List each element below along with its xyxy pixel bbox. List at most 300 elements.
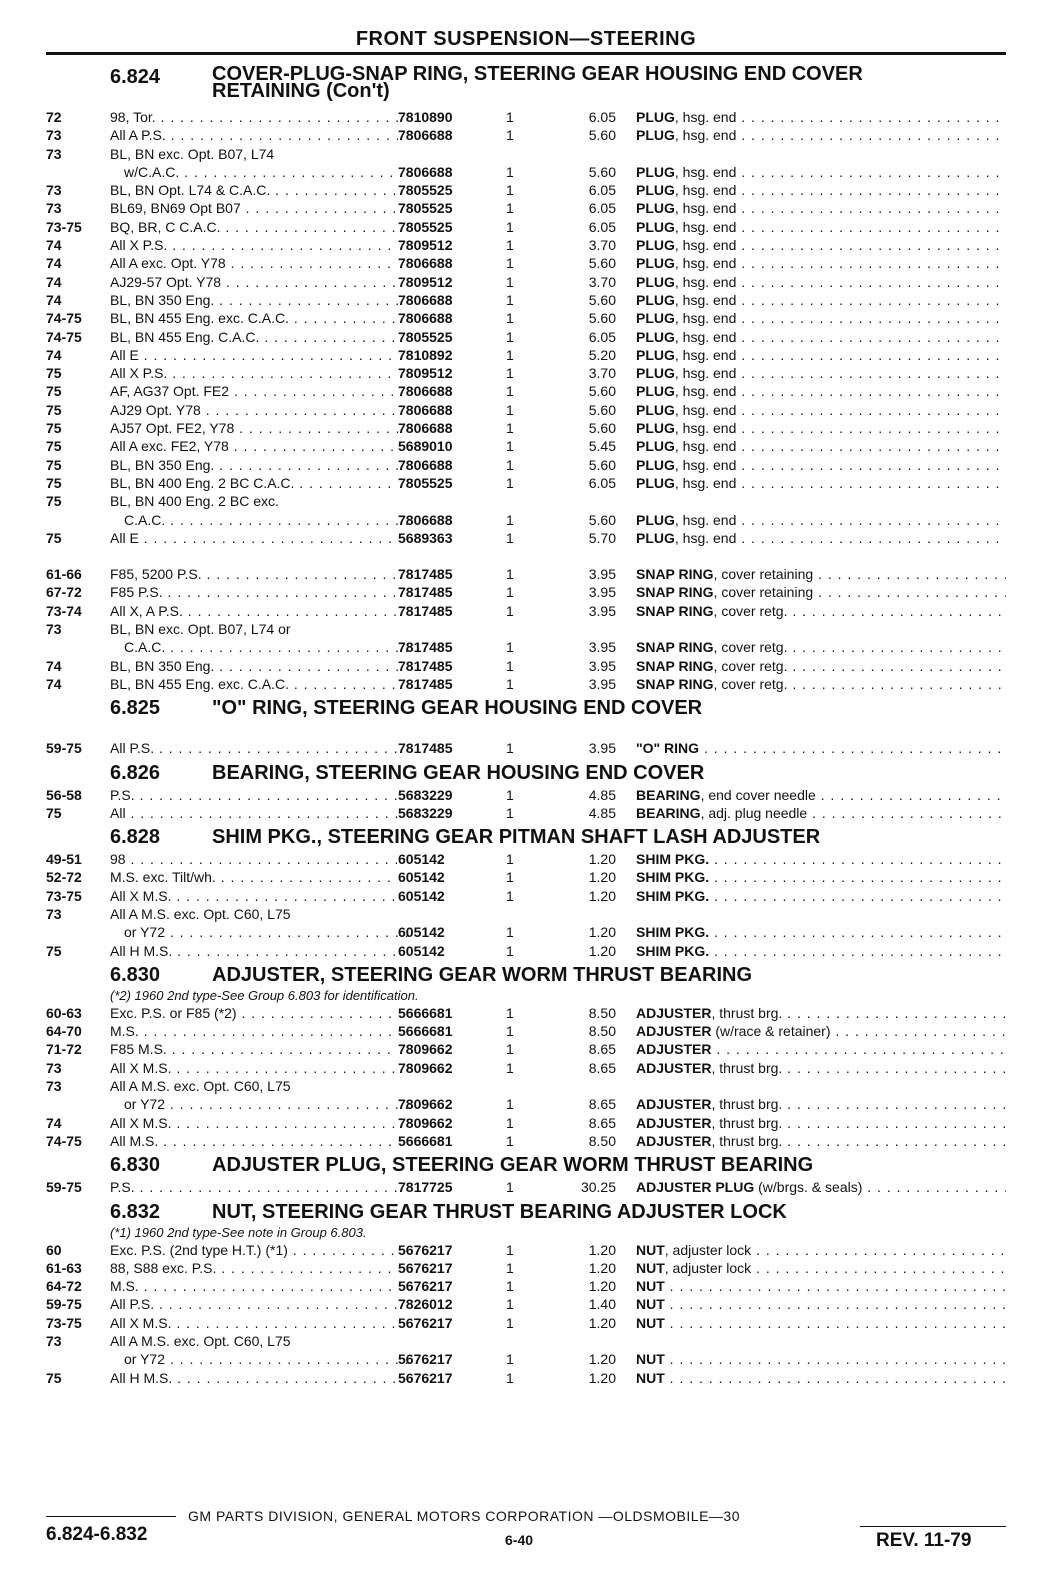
parts-row: [46, 657, 1006, 675]
price: 3.95: [588, 740, 616, 757]
price: 3.95: [588, 639, 616, 656]
application: All M.S. . . .: [110, 1132, 398, 1150]
quantity: 1: [506, 456, 514, 473]
application: AJ29-57 Opt. Y78 . . .: [110, 273, 398, 291]
parts-row: [46, 346, 1006, 364]
price: 5.60: [588, 511, 616, 528]
part-name: PLUG: [636, 456, 675, 473]
model-year: 73-75: [46, 887, 82, 904]
part-description: [636, 1277, 1006, 1295]
part-name: PLUG: [636, 438, 675, 455]
quantity: 1: [506, 182, 514, 199]
part-description: [636, 638, 1006, 656]
part-description: [636, 1178, 1006, 1196]
part-name: ADJUSTER: [636, 1114, 712, 1131]
part-name: "O" RING: [636, 740, 700, 757]
model-year: 74: [46, 273, 62, 290]
model-year: 61-66: [46, 566, 82, 583]
part-description: [636, 1241, 1006, 1259]
part-description: [636, 1350, 1006, 1368]
part-number: 7805525: [398, 182, 453, 199]
part-detail: , cover retg.: [713, 639, 788, 656]
model-year: 59-75: [46, 740, 82, 757]
model-year: 73-75: [46, 218, 82, 235]
part-number: 7817485: [398, 657, 453, 674]
model-year: 74: [46, 237, 62, 254]
page-header: FRONT SUSPENSION—STEERING: [355, 28, 697, 50]
parts-row: [46, 1095, 1006, 1113]
application: P.S. . . .: [110, 786, 398, 804]
model-year: 74-75: [46, 328, 82, 345]
application: BL, BN 400 Eng. 2 BC exc.: [110, 493, 279, 510]
part-number: 5676217: [398, 1351, 453, 1368]
parts-row: [46, 108, 1006, 126]
parts-row: [46, 474, 1006, 492]
model-year: 74: [46, 657, 62, 674]
quantity: 1: [506, 1296, 514, 1313]
application: All X M.S. . . .: [110, 1059, 398, 1077]
section-heading: [46, 693, 1006, 721]
part-number: 605142: [398, 869, 445, 886]
application: w/C.A.C. . . .: [110, 163, 412, 181]
footer-rule-right: [860, 1526, 1006, 1527]
section-note: (*1) 1960 2nd type-See note in Group 6.803.: [110, 1224, 367, 1240]
quantity: 1: [506, 1179, 514, 1196]
part-number: 7809512: [398, 365, 453, 382]
model-year: 60: [46, 1241, 62, 1258]
section-title: "O" RING, STEERING GEAR HOUSING END COVER: [212, 697, 703, 720]
part-description: [636, 382, 1006, 400]
part-name: SNAP RING: [636, 602, 714, 619]
model-year: 73: [46, 1078, 62, 1095]
price: 1.20: [588, 1314, 616, 1331]
price: 1.20: [588, 851, 616, 868]
part-number: 7805525: [398, 474, 453, 491]
price: 3.95: [588, 584, 616, 601]
application: All A M.S. exc. Opt. C60, L75: [110, 1078, 291, 1095]
price: 6.05: [588, 328, 616, 345]
quantity: 1: [506, 291, 514, 308]
model-year: 59-75: [46, 1179, 82, 1196]
part-description: [636, 108, 1006, 126]
part-description: [636, 1095, 1006, 1113]
price: 1.40: [588, 1296, 616, 1313]
price: 5.60: [588, 255, 616, 272]
application: AF, AG37 Opt. FE2 . . .: [110, 382, 398, 400]
model-year: 73: [46, 200, 62, 217]
application: Exc. P.S. or F85 (*2) . . .: [110, 1004, 398, 1022]
part-number: 7817725: [398, 1179, 453, 1196]
application: F85 P.S. . . .: [110, 583, 398, 601]
application: F85 M.S. . . .: [110, 1040, 398, 1058]
part-detail: , hsg. end: [674, 310, 737, 327]
quantity: 1: [506, 346, 514, 363]
part-number: 7806688: [398, 255, 453, 272]
section-heading: [46, 758, 1006, 786]
part-name: PLUG: [636, 127, 675, 144]
model-year: 73: [46, 1059, 62, 1076]
part-number: 5666681: [398, 1023, 453, 1040]
part-number: 5689363: [398, 529, 453, 546]
application: BL, BN 455 Eng. exc. C.A.C. . . .: [110, 309, 398, 327]
model-year: 73: [46, 621, 62, 638]
part-detail: , hsg. end: [674, 365, 737, 382]
part-description: [636, 346, 1006, 364]
part-description: [636, 657, 1006, 675]
part-name: ADJUSTER PLUG: [636, 1179, 755, 1196]
part-description: [636, 583, 1006, 601]
part-description: [636, 364, 1006, 382]
part-name: ADJUSTER: [636, 1041, 712, 1058]
quantity: 1: [506, 163, 514, 180]
part-description: [636, 786, 1006, 804]
parts-row: [46, 382, 1006, 400]
parts-row: [46, 529, 1006, 547]
part-name: ADJUSTER: [636, 1004, 712, 1021]
part-number: 7806688: [398, 127, 453, 144]
parts-row: [46, 602, 1006, 620]
part-name: NUT: [636, 1314, 665, 1331]
part-detail: , adjuster lock: [664, 1259, 752, 1276]
model-year: 75: [46, 383, 62, 400]
application: All A exc. Opt. Y78 . . .: [110, 254, 398, 272]
parts-row: [46, 492, 1006, 510]
price: 6.05: [588, 182, 616, 199]
price: 5.20: [588, 346, 616, 363]
part-detail: , hsg. end: [674, 163, 737, 180]
part-detail: , cover retaining: [713, 584, 814, 601]
part-detail: , thrust brg.: [711, 1059, 783, 1076]
application: All X, A P.S. . . .: [110, 602, 398, 620]
model-year: 61-63: [46, 1259, 82, 1276]
parts-row: [46, 181, 1006, 199]
part-description: [636, 401, 1006, 419]
quantity: 1: [506, 218, 514, 235]
part-detail: , hsg. end: [674, 383, 737, 400]
parts-row: [46, 1059, 1006, 1077]
quantity: 1: [506, 511, 514, 528]
part-number: 5666681: [398, 1132, 453, 1149]
parts-row: [46, 1369, 1006, 1387]
part-name: BEARING: [636, 786, 701, 803]
section-heading: [46, 960, 1006, 988]
part-description: [636, 1059, 1006, 1077]
part-description: [636, 163, 1006, 181]
application: All X M.S. . . .: [110, 1114, 398, 1132]
part-number: 7809512: [398, 273, 453, 290]
part-number: 5683229: [398, 786, 453, 803]
price: 1.20: [588, 942, 616, 959]
part-number: 5676217: [398, 1369, 453, 1386]
model-year: 74: [46, 255, 62, 272]
price: 6.05: [588, 109, 616, 125]
part-description: [636, 739, 1006, 757]
part-number: 7809662: [398, 1059, 453, 1076]
parts-row: [46, 145, 1006, 163]
parts-row: [46, 126, 1006, 144]
parts-row: [46, 850, 1006, 868]
part-name: PLUG: [636, 420, 675, 437]
application: All A M.S. exc. Opt. C60, L75: [110, 905, 291, 922]
model-year: 73: [46, 1333, 62, 1350]
part-description: [636, 456, 1006, 474]
part-number: 7817485: [398, 675, 453, 692]
section-number: 6.828: [110, 826, 161, 849]
part-number: 605142: [398, 924, 445, 941]
application: BL, BN exc. Opt. B07, L74: [110, 145, 275, 162]
model-year: 75: [46, 420, 62, 437]
price: 3.95: [588, 675, 616, 692]
section-title: BEARING, STEERING GEAR HOUSING END COVER: [212, 761, 705, 784]
quantity: 1: [506, 1369, 514, 1386]
part-number: 7806688: [398, 310, 453, 327]
part-detail: , hsg. end: [674, 182, 737, 199]
quantity: 1: [506, 1114, 514, 1131]
part-detail: , cover retg.: [713, 675, 788, 692]
parts-row: [46, 511, 1006, 529]
part-name: PLUG: [636, 218, 675, 235]
part-name: PLUG: [636, 237, 675, 254]
application: All A exc. FE2, Y78 . . .: [110, 437, 398, 455]
part-name: SHIM PKG.: [636, 887, 710, 904]
part-name: NUT: [636, 1351, 665, 1368]
model-year: 64-72: [46, 1278, 82, 1295]
part-description: [636, 419, 1006, 437]
application: AJ29 Opt. Y78 . . .: [110, 401, 398, 419]
part-name: NUT: [636, 1241, 665, 1258]
part-description: [636, 602, 1006, 620]
parts-row: [46, 291, 1006, 309]
price: 3.95: [588, 566, 616, 583]
model-year: 67-72: [46, 584, 82, 601]
price: 8.50: [588, 1023, 616, 1040]
part-description: [636, 942, 1006, 960]
model-year: 75: [46, 365, 62, 382]
parts-row: [46, 1332, 1006, 1350]
quantity: 1: [506, 924, 514, 941]
section-number: 6.826: [110, 761, 161, 784]
application: C.A.C. . . .: [110, 511, 412, 529]
quantity: 1: [506, 786, 514, 803]
part-detail: , hsg. end: [674, 420, 737, 437]
model-year: 73-74: [46, 602, 82, 619]
part-number: 7806688: [398, 163, 453, 180]
part-description: [636, 1314, 1006, 1332]
application: M.S. exc. Tilt/wh. . . .: [110, 868, 398, 886]
model-year: 64-70: [46, 1023, 82, 1040]
model-year: 74-75: [46, 1132, 82, 1149]
price: 8.50: [588, 1004, 616, 1021]
parts-row: [46, 583, 1006, 601]
part-number: 7806688: [398, 401, 453, 418]
quantity: 1: [506, 127, 514, 144]
part-description: [636, 565, 1006, 583]
model-year: 74: [46, 675, 62, 692]
model-year: 73: [46, 182, 62, 199]
quantity: 1: [506, 310, 514, 327]
application: All . . .: [110, 804, 398, 822]
price: 5.60: [588, 291, 616, 308]
parts-row: [46, 1314, 1006, 1332]
model-year: 73-75: [46, 1314, 82, 1331]
parts-row: [46, 236, 1006, 254]
part-name: SNAP RING: [636, 657, 714, 674]
price: 8.50: [588, 1132, 616, 1149]
price: 3.70: [588, 237, 616, 254]
price: 8.65: [588, 1114, 616, 1131]
part-detail: , adjuster lock: [664, 1241, 752, 1258]
footer-rule-left: [46, 1516, 176, 1517]
part-name: PLUG: [636, 182, 675, 199]
application: All A M.S. exc. Opt. C60, L75: [110, 1333, 291, 1350]
part-description: [636, 309, 1006, 327]
quantity: 1: [506, 273, 514, 290]
footer-revision: REV. 11-79: [876, 1530, 972, 1551]
quantity: 1: [506, 1278, 514, 1295]
application: All X M.S. . . .: [110, 887, 398, 905]
model-year: 59-75: [46, 1296, 82, 1313]
price: 3.95: [588, 602, 616, 619]
model-year: 73: [46, 127, 62, 144]
quantity: 1: [506, 639, 514, 656]
application: M.S. . . .: [110, 1277, 398, 1295]
parts-row: [46, 942, 1006, 960]
part-name: PLUG: [636, 273, 675, 290]
part-detail: , hsg. end: [674, 255, 737, 272]
part-name: PLUG: [636, 291, 675, 308]
part-number: 7806688: [398, 291, 453, 308]
model-year: 74: [46, 1114, 62, 1131]
model-year: 73: [46, 905, 62, 922]
part-description: [636, 126, 1006, 144]
section-title: NUT, STEERING GEAR THRUST BEARING ADJUSTER LOCK: [212, 1200, 787, 1223]
application: Exc. P.S. (2nd type H.T.) (*1) . . .: [110, 1241, 398, 1259]
parts-row: [46, 199, 1006, 217]
quantity: 1: [506, 1096, 514, 1113]
parts-row: [46, 437, 1006, 455]
part-description: [636, 868, 1006, 886]
part-number: 5689010: [398, 438, 453, 455]
quantity: 1: [506, 804, 514, 821]
part-detail: , cover retg.: [713, 657, 788, 674]
part-number: 7805525: [398, 218, 453, 235]
section-title: COVER-PLUG-SNAP RING, STEERING GEAR HOUSING END COVER RETAINING (Con't): [212, 63, 863, 102]
model-year: 74: [46, 291, 62, 308]
price: 1.20: [588, 924, 616, 941]
part-description: [636, 1114, 1006, 1132]
quantity: 1: [506, 1023, 514, 1040]
part-description: [636, 1022, 1006, 1040]
part-name: PLUG: [636, 109, 675, 125]
price: 5.60: [588, 383, 616, 400]
parts-row: [46, 804, 1006, 822]
part-description: [636, 887, 1006, 905]
part-number: 605142: [398, 851, 445, 868]
part-description: [636, 291, 1006, 309]
parts-row: [46, 675, 1006, 693]
part-detail: , hsg. end: [674, 346, 737, 363]
part-description: [636, 254, 1006, 272]
parts-row: [46, 218, 1006, 236]
price: 6.05: [588, 474, 616, 491]
parts-row: [46, 1040, 1006, 1058]
section-number: 6.830: [110, 963, 161, 986]
part-description: [636, 529, 1006, 547]
quantity: 1: [506, 1241, 514, 1258]
part-number: 7806688: [398, 383, 453, 400]
model-year: 73: [46, 145, 62, 162]
part-description: [636, 437, 1006, 455]
application: or Y72 . . .: [110, 923, 412, 941]
part-number: 7809512: [398, 237, 453, 254]
part-number: 5676217: [398, 1259, 453, 1276]
price: 1.20: [588, 1351, 616, 1368]
part-description: [636, 675, 1006, 693]
application: 98, Tor. . . .: [110, 108, 398, 126]
quantity: 1: [506, 1059, 514, 1076]
quantity: 1: [506, 657, 514, 674]
part-detail: , hsg. end: [674, 328, 737, 345]
footer-page-number: 6-40: [505, 1532, 534, 1548]
quantity: 1: [506, 529, 514, 546]
part-name: PLUG: [636, 310, 675, 327]
price: 5.45: [588, 438, 616, 455]
quantity: 1: [506, 328, 514, 345]
footer-publisher: GM PARTS DIVISION, GENERAL MOTORS CORPORATION —OLDSMOBILE—30: [188, 1508, 740, 1524]
part-detail: , adj. plug needle: [700, 804, 808, 821]
quantity: 1: [506, 584, 514, 601]
part-detail: , hsg. end: [674, 127, 737, 144]
part-number: 7817485: [398, 566, 453, 583]
part-name: PLUG: [636, 328, 675, 345]
section-heading: [46, 62, 1006, 108]
part-name: PLUG: [636, 474, 675, 491]
quantity: 1: [506, 1314, 514, 1331]
part-name: SNAP RING: [636, 584, 714, 601]
part-detail: , hsg. end: [674, 511, 737, 528]
application: BL, BN 455 Eng. exc. C.A.C. . . .: [110, 675, 398, 693]
part-description: [636, 199, 1006, 217]
part-number: 5676217: [398, 1278, 453, 1295]
part-name: SNAP RING: [636, 639, 714, 656]
quantity: 1: [506, 420, 514, 437]
part-number: 7805525: [398, 200, 453, 217]
price: 5.60: [588, 127, 616, 144]
parts-row: [46, 401, 1006, 419]
model-year: 75: [46, 1369, 62, 1386]
quantity: 1: [506, 1259, 514, 1276]
application: 88, S88 exc. P.S. . . .: [110, 1259, 398, 1277]
price: 5.60: [588, 401, 616, 418]
parts-row: [46, 456, 1006, 474]
quantity: 1: [506, 602, 514, 619]
quantity: 1: [506, 1041, 514, 1058]
price: 1.20: [588, 1369, 616, 1386]
part-description: [636, 511, 1006, 529]
price: 1.20: [588, 1241, 616, 1258]
footer-group-range: 6.824-6.832: [46, 1524, 148, 1545]
price: 8.65: [588, 1096, 616, 1113]
parts-row: [46, 1277, 1006, 1295]
part-name: NUT: [636, 1296, 665, 1313]
quantity: 1: [506, 869, 514, 886]
model-year: 75: [46, 438, 62, 455]
quantity: 1: [506, 675, 514, 692]
application: All X P.S. . . .: [110, 236, 398, 254]
price: 6.05: [588, 200, 616, 217]
quantity: 1: [506, 1004, 514, 1021]
model-year: 52-72: [46, 869, 82, 886]
